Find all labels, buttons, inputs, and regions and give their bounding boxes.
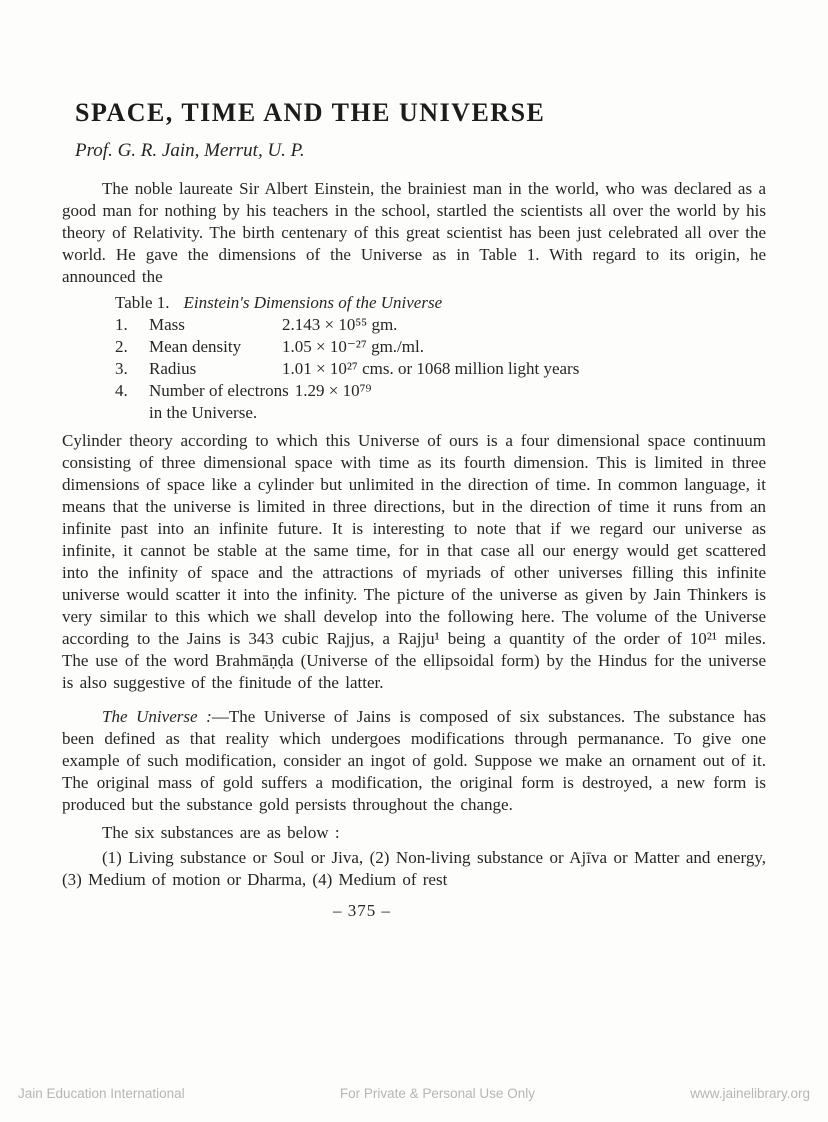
row-label: Number of electrons	[149, 381, 289, 400]
einstein-dimensions-table	[115, 292, 766, 424]
row-value: 1.01 × 10²⁷ cms. or 1068 million light years	[282, 359, 580, 378]
paragraph-body: —The Universe of Jains is composed of six substances. The substance has been defined as that reality which undergoes modifications through permanance. To give one example of such modification, consider an ingot of gold. Suppose we make an ornament out of it. The original mass of gold suffers a modification, the original form is destroyed, a new form is produced but the substance gold persists throughout the change.	[62, 707, 766, 814]
table-row	[115, 358, 766, 380]
row-label: Mean density	[149, 337, 242, 356]
paragraph-six-substances-list: (1) Living substance or Soul or Jiva, (2) Non-living substance or Ajīva or Matter and energy, (3) Medium of motion or Dharma, (4) Medium of rest	[62, 848, 766, 889]
table-label: Table 1.	[115, 293, 170, 312]
author-byline: Prof. G. R. Jain, Merrut, U. P.	[75, 140, 305, 161]
paragraph-six-substances-intro: The six substances are as below :	[102, 823, 340, 842]
footer-right: www.jainelibrary.org	[690, 1086, 810, 1101]
row-number: 1.	[115, 315, 128, 334]
text-block	[62, 98, 766, 921]
paragraph-cylinder-theory: Cylinder theory according to which this Universe of ours is a four dimensional space continuum consisting of three dimensional space with time as its fourth dimension. This is limited in three dimensions of space like a cylinder but unlimited in the direction of time. In common language, it means that the universe is limited in three directions, but in the direction of time it runs from an infinite past into an infinite future. It is interesting to note that if we regard our universe as infinite, it cannot be stable at the same time, for in that case all our energy would get scattered into the infinity of space and the attractions of myriads of other universes filling this infinite universe would scatter it into the infinity. The picture of the universe as given by Jain Thinkers is very similar to this which we shall develop into the following here. The volume of the Universe according to the Jains is 343 cubic Rajjus, a Rajju¹ being a quantity of the order of 10²¹ miles. The use of the word Brahmāṇḍa (Universe of the ellipsoidal form) by the Hindus for the universe is also suggestive of the finitude of the latter.	[62, 431, 766, 692]
paragraph-lead-italic: The Universe :	[102, 707, 212, 726]
footer-center: For Private & Personal Use Only	[339, 1086, 535, 1101]
table-row	[115, 380, 766, 402]
table-row	[115, 336, 766, 358]
row-label: Mass	[149, 315, 185, 334]
table-row-continuation: in the Universe.	[149, 403, 258, 422]
page-number: – 375 –	[333, 901, 391, 920]
scan-footer	[18, 1086, 810, 1101]
paragraph-intro: The noble laureate Sir Albert Einstein, the brainiest man in the world, who was declared as a good man for nothing by his teachers in the school, startled the scientists all over the world by his theory of Relativity. The birth centenary of this great scientist has been just celebrated all over the world. He gave the dimensions of the Universe as in Table 1. With regard to its origin, he announced the	[62, 179, 766, 286]
row-number: 4.	[115, 381, 128, 400]
table-row	[115, 314, 766, 336]
row-value: 1.29 × 10⁷⁹	[294, 381, 372, 400]
paragraph-the-universe	[62, 706, 766, 816]
row-value: 2.143 × 10⁵⁵ gm.	[282, 315, 398, 334]
row-value: 1.05 × 10⁻²⁷ gm./ml.	[282, 337, 424, 356]
footer-left: Jain Education International	[18, 1086, 185, 1101]
table-caption-text: Einstein's Dimensions of the Universe	[183, 293, 443, 312]
row-label: Radius	[149, 359, 197, 378]
row-number: 2.	[115, 337, 128, 356]
page-title: SPACE, TIME AND THE UNIVERSE	[75, 98, 546, 127]
row-number: 3.	[115, 359, 128, 378]
table-caption	[115, 292, 766, 314]
